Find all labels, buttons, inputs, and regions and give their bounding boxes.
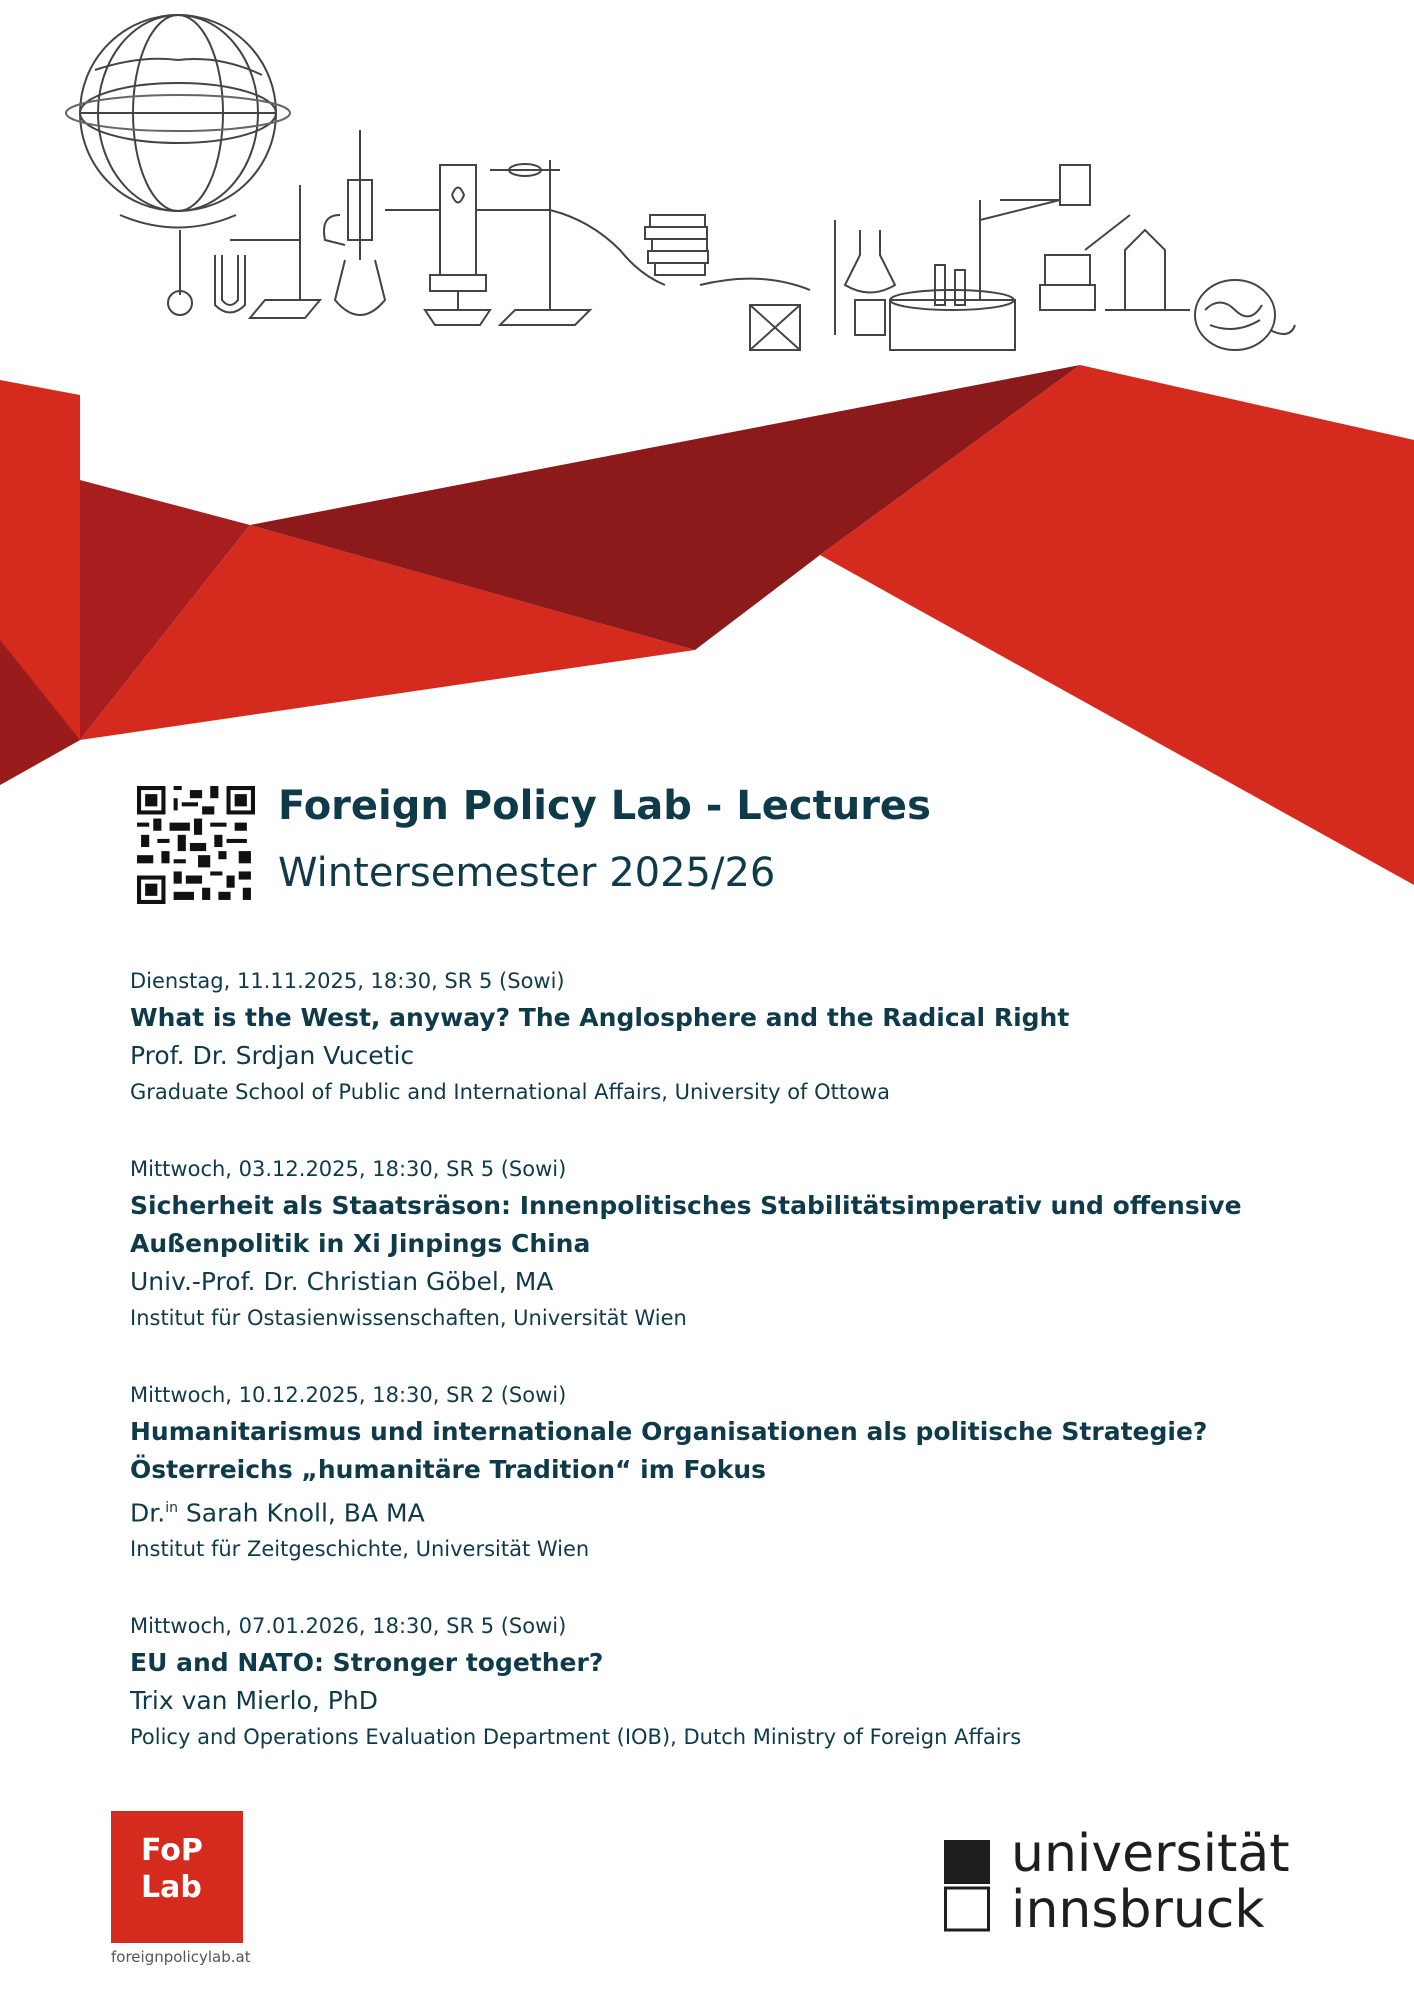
page-subtitle: Wintersemester 2025/26 [278, 850, 776, 896]
lecture-date-location: Mittwoch, 10.12.2025, 18:30, SR 2 (Sowi) [130, 1383, 567, 1407]
lecture-item [130, 965, 1330, 1109]
lecture-title-line: Sicherheit als Staatsräson: Innenpolitisches Stabilitätsimperativ und offensive [130, 1191, 1242, 1220]
foplab-logo-line2: Lab [141, 1870, 202, 1905]
speaker-title-superscript: in [165, 1500, 178, 1516]
lecture-affiliation: Graduate School of Public and International Affairs, University of Ottowa [130, 1080, 891, 1104]
university-name-line1: universität [1011, 1824, 1290, 1884]
lecture-affiliation: Institut für Zeitgeschichte, Universität Wien [130, 1537, 590, 1562]
qr-code-icon[interactable] [137, 786, 255, 904]
lecture-title-line: Österreichs „humanitäre Tradition“ im Fokus [130, 1455, 767, 1484]
lecture-title [130, 1413, 1330, 1489]
website-link[interactable]: foreignpolicylab.at [111, 1948, 251, 1966]
lecture-title [130, 999, 1330, 1037]
lecture-title-line: Humanitarismus und internationale Organisationen als politische Strategie? [130, 1417, 1208, 1446]
lecture-affiliation: Institut für Ostasienwissenschaften, Universität Wien [130, 1306, 687, 1330]
lecture-date-location: Mittwoch, 03.12.2025, 18:30, SR 5 (Sowi) [130, 1157, 567, 1181]
lecture-date-location: Mittwoch, 07.01.2026, 18:30, SR 5 (Sowi) [130, 1614, 567, 1639]
speaker-name: Sarah Knoll, BA MA [177, 1498, 425, 1528]
lecture-item [130, 1153, 1330, 1335]
lecture-item [130, 1379, 1330, 1566]
lecture-item [130, 1610, 1330, 1754]
lecture-title-line: What is the West, anyway? The Anglosphere and the Radical Right [130, 1003, 1070, 1032]
lecture-date-location: Dienstag, 11.11.2025, 18:30, SR 5 (Sowi) [130, 969, 565, 993]
speaker-title-prefix: Dr. [130, 1498, 166, 1528]
university-logo-squares-icon [944, 1840, 990, 1932]
lecture-affiliation: Policy and Operations Evaluation Department (IOB), Dutch Ministry of Foreign Affairs [130, 1725, 1022, 1750]
university-name-line2: innsbruck [1011, 1880, 1265, 1940]
red-ribbon-graphic [0, 0, 1414, 900]
lecture-title-line: EU and NATO: Stronger together? [130, 1648, 604, 1678]
foplab-logo [111, 1811, 243, 1943]
lecture-title-line: Außenpolitik in Xi Jinpings China [130, 1229, 591, 1258]
lecture-list [130, 965, 1330, 1798]
lecture-title [130, 1187, 1330, 1263]
foplab-logo-line1: FoP [141, 1833, 203, 1868]
lecture-speaker [130, 1489, 1330, 1532]
lecture-speaker: Prof. Dr. Srdjan Vucetic [130, 1041, 415, 1070]
lecture-title [130, 1644, 1330, 1682]
page-title: Foreign Policy Lab - Lectures [278, 783, 931, 829]
lecture-speaker: Univ.-Prof. Dr. Christian Göbel, MA [130, 1267, 554, 1296]
lecture-speaker: Trix van Mierlo, PhD [130, 1686, 378, 1716]
